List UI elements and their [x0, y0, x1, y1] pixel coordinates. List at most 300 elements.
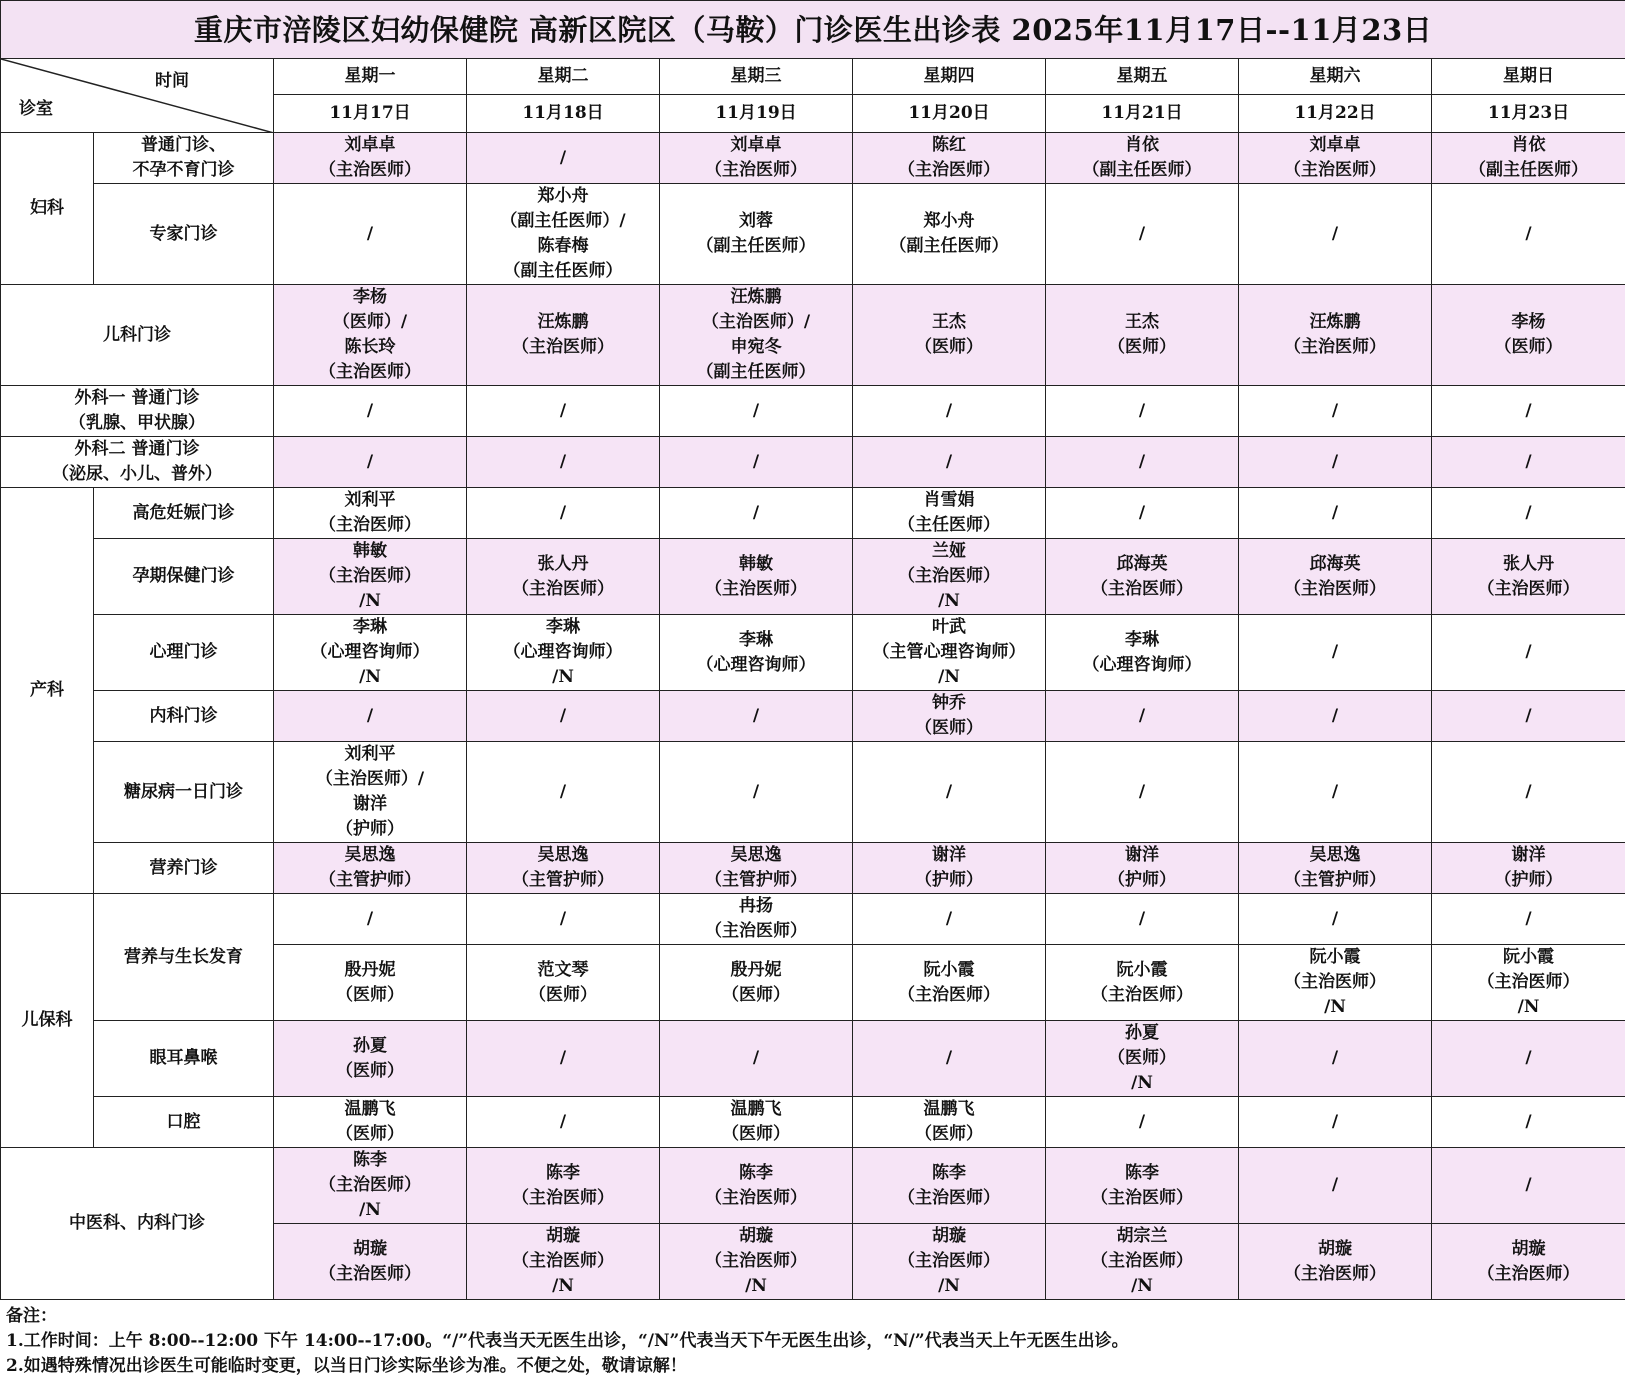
weekday-header: 星期日 — [1432, 59, 1625, 95]
clinic-label: 口腔 — [94, 1097, 274, 1148]
doctor-cell: / — [1046, 437, 1239, 488]
schedule-row — [1, 437, 1625, 488]
doctor-cell: / — [853, 1021, 1046, 1097]
cell-line: 张人丹 — [1432, 552, 1625, 577]
doctor-cell: / — [853, 437, 1046, 488]
doctor-cell: / — [1432, 894, 1625, 945]
doctor-cell — [274, 539, 467, 615]
cell-line: （主治医师） — [853, 1186, 1045, 1211]
cell-line: 孙夏 — [274, 1034, 466, 1059]
doctor-cell: / — [660, 437, 853, 488]
doctor-cell: / — [1432, 691, 1625, 742]
cell-line: 肖依 — [1046, 133, 1238, 158]
cell-line: 肖雪娟 — [853, 488, 1045, 513]
cell-line: 李琳 — [1046, 628, 1238, 653]
cell-line: /N — [467, 1274, 659, 1299]
notes-section — [0, 1304, 1625, 1379]
date-header: 11月23日 — [1432, 95, 1625, 133]
cell-line: /N — [1046, 1274, 1238, 1299]
cell-line: /N — [1046, 1071, 1238, 1096]
cell-line: （副主任医师） — [660, 234, 852, 259]
date-header: 11月20日 — [853, 95, 1046, 133]
doctor-cell — [660, 945, 853, 1021]
cell-line: 阮小霞 — [1432, 945, 1625, 970]
cell-line: （主治医师） — [467, 1186, 659, 1211]
cell-line: （主治医师） — [467, 335, 659, 360]
doctor-cell — [467, 615, 660, 691]
cell-line: 李杨 — [274, 285, 466, 310]
doctor-cell: / — [1239, 184, 1432, 285]
cell-line: 韩敏 — [660, 552, 852, 577]
doctor-cell — [467, 184, 660, 285]
cell-line: （主治医师） — [1432, 970, 1625, 995]
doctor-cell: / — [467, 1021, 660, 1097]
doctor-cell: / — [467, 386, 660, 437]
schedule-row — [1, 184, 1625, 285]
cell-line: 王杰 — [1046, 310, 1238, 335]
cell-line: /N — [274, 589, 466, 614]
doctor-cell — [1046, 945, 1239, 1021]
clinic-label: 孕期保健门诊 — [94, 539, 274, 615]
corner-header — [1, 59, 274, 133]
cell-line: 李杨 — [1432, 310, 1625, 335]
cell-line: （主治医师） — [853, 158, 1045, 183]
cell-line: 陈春梅 — [467, 234, 659, 259]
cell-line: （护师） — [1046, 868, 1238, 893]
doctor-cell: / — [1239, 1148, 1432, 1224]
cell-line: 胡璇 — [274, 1237, 466, 1262]
cell-line: /N — [853, 589, 1045, 614]
doctor-cell: / — [1432, 742, 1625, 843]
doctor-cell: / — [1432, 615, 1625, 691]
doctor-cell: / — [467, 437, 660, 488]
doctor-cell — [274, 615, 467, 691]
doctor-cell — [274, 742, 467, 843]
cell-line: 刘蓉 — [660, 209, 852, 234]
doctor-cell — [1239, 1224, 1432, 1300]
weekday-header: 星期四 — [853, 59, 1046, 95]
cell-line: 阮小霞 — [1239, 945, 1431, 970]
cell-line: （医师） — [274, 1122, 466, 1147]
cell-line: 外科一 普通门诊 — [1, 386, 273, 411]
doctor-cell — [660, 1148, 853, 1224]
cell-line: 范文琴 — [467, 958, 659, 983]
cell-line: 刘卓卓 — [1239, 133, 1431, 158]
doctor-cell — [274, 945, 467, 1021]
cell-line: （主治医师） — [1239, 158, 1431, 183]
doctor-cell: / — [274, 437, 467, 488]
doctor-cell — [1046, 133, 1239, 184]
cell-line: （主治医师） — [660, 1186, 852, 1211]
cell-line: （主治医师） — [853, 564, 1045, 589]
department-label: 儿保科 — [1, 894, 94, 1148]
cell-line: 汪炼鹏 — [467, 310, 659, 335]
doctor-cell — [660, 843, 853, 894]
cell-line: （副主任医师） — [1046, 158, 1238, 183]
cell-line: /N — [1432, 995, 1625, 1020]
department-label: 中医科、内科门诊 — [1, 1148, 274, 1300]
doctor-cell — [1239, 843, 1432, 894]
cell-line: （心理咨询师） — [1046, 653, 1238, 678]
cell-line: 吴思逸 — [1239, 843, 1431, 868]
cell-line: 不孕不育门诊 — [94, 158, 273, 183]
cell-line: （主管护师） — [1239, 868, 1431, 893]
cell-line: 陈李 — [853, 1161, 1045, 1186]
doctor-cell — [853, 1224, 1046, 1300]
doctor-cell: / — [660, 386, 853, 437]
date-header: 11月19日 — [660, 95, 853, 133]
cell-line: （主治医师） — [660, 1249, 852, 1274]
cell-line: （主管护师） — [660, 868, 852, 893]
doctor-cell: / — [1432, 386, 1625, 437]
doctor-cell: / — [1046, 894, 1239, 945]
cell-line: /N — [467, 665, 659, 690]
cell-line: （主治医师） — [853, 1249, 1045, 1274]
doctor-cell — [274, 488, 467, 539]
doctor-cell — [660, 1097, 853, 1148]
cell-line: （主治医师） — [1432, 577, 1625, 602]
cell-line: 吴思逸 — [660, 843, 852, 868]
cell-line: （主管心理咨询师） — [853, 640, 1045, 665]
schedule-row — [1, 488, 1625, 539]
doctor-cell — [853, 1097, 1046, 1148]
doctor-cell: / — [1239, 488, 1432, 539]
doctor-cell — [274, 1021, 467, 1097]
doctor-cell — [1432, 843, 1625, 894]
schedule-row — [1, 1021, 1625, 1097]
cell-line: 普通门诊、 — [94, 133, 273, 158]
weekday-header: 星期六 — [1239, 59, 1432, 95]
cell-line: 谢洋 — [1046, 843, 1238, 868]
doctor-cell: / — [1239, 742, 1432, 843]
clinic-label: 糖尿病一日门诊 — [94, 742, 274, 843]
date-header: 11月17日 — [274, 95, 467, 133]
doctor-cell — [1432, 133, 1625, 184]
cell-line: （主治医师） — [1239, 335, 1431, 360]
cell-line: 李琳 — [660, 628, 852, 653]
cell-line: 张人丹 — [467, 552, 659, 577]
schedule-row — [1, 742, 1625, 843]
cell-line: 阮小霞 — [853, 958, 1045, 983]
doctor-cell: / — [853, 894, 1046, 945]
cell-line: 肖依 — [1432, 133, 1625, 158]
cell-line: 谢洋 — [1432, 843, 1625, 868]
doctor-cell — [660, 285, 853, 386]
doctor-cell — [274, 1148, 467, 1224]
clinic-label: 营养与生长发育 — [94, 894, 274, 1021]
cell-line: （心理咨询师） — [467, 640, 659, 665]
cell-line: （主治医师） — [274, 1173, 466, 1198]
doctor-cell — [1239, 285, 1432, 386]
schedule-row — [1, 285, 1625, 386]
cell-line: 王杰 — [853, 310, 1045, 335]
doctor-cell: / — [1239, 1021, 1432, 1097]
schedule-row — [1, 1148, 1625, 1224]
cell-line: 韩敏 — [274, 539, 466, 564]
doctor-cell: / — [660, 1021, 853, 1097]
corner-time-label: 时间 — [155, 69, 189, 94]
weekday-header: 星期三 — [660, 59, 853, 95]
cell-line: 陈李 — [467, 1161, 659, 1186]
doctor-cell — [274, 285, 467, 386]
cell-line: （主治医师） — [1046, 1186, 1238, 1211]
cell-line: （主治医师） — [1046, 983, 1238, 1008]
cell-line: 谢洋 — [274, 792, 466, 817]
clinic-label: 眼耳鼻喉 — [94, 1021, 274, 1097]
doctor-cell: / — [1046, 742, 1239, 843]
cell-line: 胡璇 — [1432, 1237, 1625, 1262]
cell-line: /N — [274, 1198, 466, 1223]
cell-line: （医师） — [1046, 335, 1238, 360]
cell-line: （医师） — [660, 1122, 852, 1147]
cell-line: （主治医师） — [274, 1262, 466, 1287]
notes-heading: 备注： — [0, 1304, 1625, 1329]
doctor-cell — [660, 615, 853, 691]
cell-line: （主管护师） — [274, 868, 466, 893]
schedule-row — [1, 691, 1625, 742]
doctor-cell: / — [660, 488, 853, 539]
doctor-cell: / — [467, 742, 660, 843]
doctor-cell: / — [1432, 1097, 1625, 1148]
doctor-cell: / — [1432, 184, 1625, 285]
department-label: 产科 — [1, 488, 94, 894]
department-label — [1, 437, 274, 488]
doctor-cell: / — [1046, 488, 1239, 539]
cell-line: 殷丹妮 — [274, 958, 466, 983]
cell-line: （副主任医师）/ — [467, 209, 659, 234]
doctor-cell — [853, 843, 1046, 894]
doctor-cell: / — [1046, 184, 1239, 285]
doctor-cell — [1432, 1224, 1625, 1300]
doctor-cell: / — [1239, 894, 1432, 945]
cell-line: （心理咨询师） — [660, 653, 852, 678]
doctor-cell — [853, 1148, 1046, 1224]
doctor-cell — [1046, 1021, 1239, 1097]
doctor-cell — [1046, 285, 1239, 386]
cell-line: 钟乔 — [853, 691, 1045, 716]
doctor-cell: / — [274, 691, 467, 742]
doctor-cell — [274, 1097, 467, 1148]
doctor-cell: / — [1046, 1097, 1239, 1148]
cell-line: 兰娅 — [853, 539, 1045, 564]
cell-line: （医师） — [1432, 335, 1625, 360]
cell-line: （医师） — [853, 335, 1045, 360]
cell-line: （护师） — [853, 868, 1045, 893]
doctor-cell — [853, 539, 1046, 615]
cell-line: 汪炼鹏 — [1239, 310, 1431, 335]
cell-line: （副主任医师） — [1432, 158, 1625, 183]
cell-line: （主治医师） — [660, 577, 852, 602]
doctor-cell: / — [853, 742, 1046, 843]
doctor-cell — [1239, 945, 1432, 1021]
cell-line: （主治医师） — [1046, 577, 1238, 602]
cell-line: 胡璇 — [1239, 1237, 1431, 1262]
doctor-cell: / — [467, 488, 660, 539]
date-header: 11月22日 — [1239, 95, 1432, 133]
cell-line: 温鹏飞 — [853, 1097, 1045, 1122]
cell-line: 胡璇 — [467, 1224, 659, 1249]
corner-room-label: 诊室 — [19, 97, 53, 122]
cell-line: （主治医师）/ — [660, 310, 852, 335]
doctor-cell: / — [467, 133, 660, 184]
cell-line: （副主任医师） — [467, 259, 659, 284]
cell-line: （泌尿、小儿、普外） — [1, 462, 273, 487]
notes-line-1: 1.工作时间：上午 8:00--12:00 下午 14:00--17:00。“/”代表当天无医生出诊，“/N”代表当天下午无医生出诊，“N/”代表当天上午无医生出诊。 — [0, 1329, 1625, 1354]
cell-line: 陈李 — [274, 1148, 466, 1173]
schedule-row — [1, 539, 1625, 615]
doctor-cell — [853, 133, 1046, 184]
cell-line: （医师） — [467, 983, 659, 1008]
page-title: 重庆市涪陵区妇幼保健院 高新区院区（马鞍）门诊医生出诊表 2025年11月17日--11月23日 — [1, 1, 1625, 59]
cell-line: 刘利平 — [274, 488, 466, 513]
cell-line: （主治医师） — [274, 360, 466, 385]
clinic-label: 高危妊娠门诊 — [94, 488, 274, 539]
schedule-row — [1, 615, 1625, 691]
cell-line: （主治医师） — [467, 577, 659, 602]
clinic-label: 专家门诊 — [94, 184, 274, 285]
doctor-cell — [467, 285, 660, 386]
doctor-cell: / — [1432, 1148, 1625, 1224]
doctor-cell: / — [1432, 437, 1625, 488]
doctor-cell — [853, 615, 1046, 691]
cell-line: （医师） — [274, 983, 466, 1008]
cell-line: 冉扬 — [660, 894, 852, 919]
doctor-cell — [1046, 1148, 1239, 1224]
doctor-cell — [1239, 133, 1432, 184]
cell-line: （主治医师） — [467, 1249, 659, 1274]
cell-line: 胡宗兰 — [1046, 1224, 1238, 1249]
weekday-header: 星期五 — [1046, 59, 1239, 95]
doctor-cell: / — [1239, 691, 1432, 742]
cell-line: （医师）/ — [274, 310, 466, 335]
doctor-cell: / — [1239, 437, 1432, 488]
weekday-header: 星期二 — [467, 59, 660, 95]
doctor-cell — [1432, 285, 1625, 386]
cell-line: （主治医师） — [1239, 1262, 1431, 1287]
doctor-cell — [274, 1224, 467, 1300]
weekday-header: 星期一 — [274, 59, 467, 95]
cell-line: （乳腺、甲状腺） — [1, 411, 273, 436]
doctor-cell — [467, 1224, 660, 1300]
doctor-cell — [467, 1148, 660, 1224]
doctor-cell: / — [1239, 386, 1432, 437]
cell-line: 陈李 — [1046, 1161, 1238, 1186]
doctor-cell — [1046, 1224, 1239, 1300]
doctor-cell — [660, 539, 853, 615]
cell-line: 胡璇 — [853, 1224, 1045, 1249]
schedule-row — [1, 133, 1625, 184]
doctor-cell — [1432, 945, 1625, 1021]
cell-line: （心理咨询师） — [274, 640, 466, 665]
cell-line: （医师） — [1046, 1046, 1238, 1071]
doctor-cell — [660, 1224, 853, 1300]
doctor-cell: / — [274, 894, 467, 945]
clinic-label: 内科门诊 — [94, 691, 274, 742]
schedule-row — [1, 843, 1625, 894]
cell-line: /N — [660, 1274, 852, 1299]
notes-line-2: 2.如遇特殊情况出诊医生可能临时变更，以当日门诊实际坐诊为准。不便之处，敬请谅解！ — [0, 1354, 1625, 1379]
doctor-cell: / — [660, 691, 853, 742]
doctor-cell: / — [467, 691, 660, 742]
doctor-cell: / — [467, 894, 660, 945]
doctor-cell: / — [853, 386, 1046, 437]
doctor-cell — [274, 133, 467, 184]
cell-line: （主治医师）/ — [274, 767, 466, 792]
date-header: 11月21日 — [1046, 95, 1239, 133]
cell-line: 申宛冬 — [660, 335, 852, 360]
cell-line: （主治医师） — [1239, 577, 1431, 602]
cell-line: 谢洋 — [853, 843, 1045, 868]
schedule-row — [1, 894, 1625, 945]
doctor-cell: / — [1432, 1021, 1625, 1097]
date-header: 11月18日 — [467, 95, 660, 133]
doctor-cell — [853, 945, 1046, 1021]
cell-line: （主治医师） — [1046, 1249, 1238, 1274]
clinic-label: 心理门诊 — [94, 615, 274, 691]
cell-line: （医师） — [274, 1059, 466, 1084]
cell-line: 刘卓卓 — [660, 133, 852, 158]
cell-line: （主治医师） — [853, 983, 1045, 1008]
cell-line: 郑小舟 — [467, 184, 659, 209]
cell-line: 温鹏飞 — [660, 1097, 852, 1122]
clinic-label: 营养门诊 — [94, 843, 274, 894]
department-label: 妇科 — [1, 133, 94, 285]
cell-line: 温鹏飞 — [274, 1097, 466, 1122]
doctor-cell — [853, 285, 1046, 386]
schedule-row — [1, 1097, 1625, 1148]
doctor-cell — [1046, 843, 1239, 894]
doctor-cell — [1046, 539, 1239, 615]
cell-line: （主治医师） — [660, 919, 852, 944]
cell-line: 外科二 普通门诊 — [1, 437, 273, 462]
cell-line: 郑小舟 — [853, 209, 1045, 234]
cell-line: 邱海英 — [1046, 552, 1238, 577]
doctor-cell: / — [467, 1097, 660, 1148]
doctor-cell — [660, 894, 853, 945]
department-label — [1, 386, 274, 437]
cell-line: 汪炼鹏 — [660, 285, 852, 310]
doctor-cell — [467, 843, 660, 894]
doctor-cell — [1432, 539, 1625, 615]
cell-line: 吴思逸 — [467, 843, 659, 868]
doctor-cell — [853, 691, 1046, 742]
cell-line: 叶武 — [853, 615, 1045, 640]
cell-line: （副主任医师） — [660, 360, 852, 385]
cell-line: （医师） — [660, 983, 852, 1008]
cell-line: （主治医师） — [274, 158, 466, 183]
cell-line: 孙夏 — [1046, 1021, 1238, 1046]
cell-line: 刘利平 — [274, 742, 466, 767]
cell-line: 李琳 — [467, 615, 659, 640]
schedule-row — [1, 386, 1625, 437]
cell-line: 阮小霞 — [1046, 958, 1238, 983]
doctor-cell — [1239, 539, 1432, 615]
cell-line: （主治医师） — [274, 513, 466, 538]
cell-line: （主治医师） — [1432, 1262, 1625, 1287]
department-label: 儿科门诊 — [1, 285, 274, 386]
doctor-cell — [467, 539, 660, 615]
cell-line: 陈长玲 — [274, 335, 466, 360]
doctor-cell: / — [274, 386, 467, 437]
cell-line: 陈红 — [853, 133, 1045, 158]
cell-line: （护师） — [274, 817, 466, 842]
doctor-cell — [660, 133, 853, 184]
doctor-cell — [274, 843, 467, 894]
cell-line: 胡璇 — [660, 1224, 852, 1249]
cell-line: （医师） — [853, 1122, 1045, 1147]
doctor-cell: / — [1432, 488, 1625, 539]
cell-line: （主治医师） — [274, 564, 466, 589]
